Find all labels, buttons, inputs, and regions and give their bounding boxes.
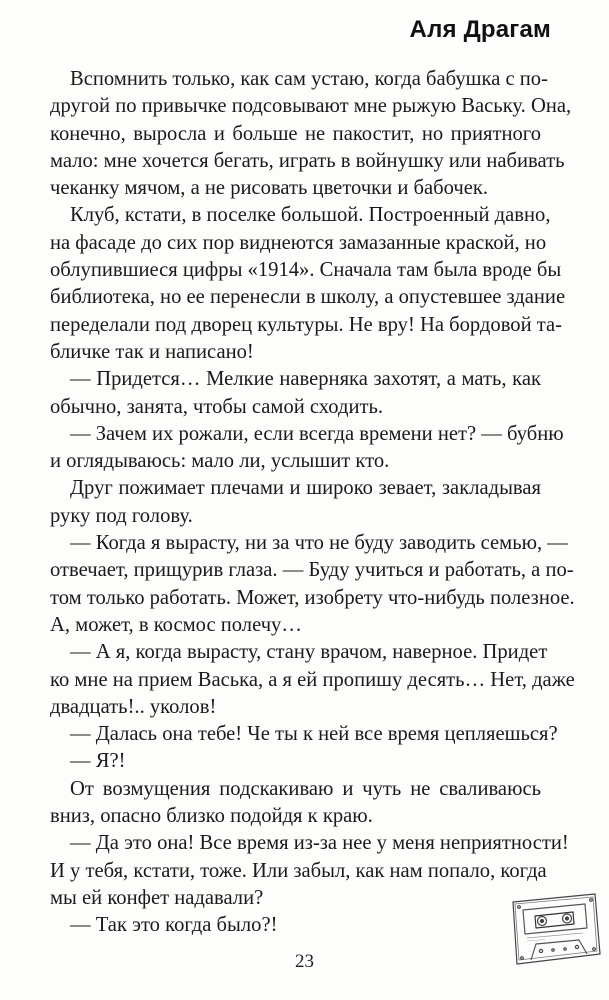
text-line: Клуб, кстати, в поселке большой. Построенный давно,	[70, 204, 551, 227]
text-line: бличке так и написано!	[50, 340, 254, 363]
text-line: отвечает, прищурив глаза. — Буду учиться и работать, а по-	[50, 559, 574, 582]
text-line: — Так это когда было?!	[70, 914, 278, 937]
text-line: том только работать. Может, изобрету что-нибудь полезное.	[50, 586, 575, 609]
text-line: — Далась она тебе! Че ты к ней все время цепляешься?	[70, 723, 558, 746]
text-line: переделали под дворец культуры. Не вру! На бордовой та-	[50, 313, 562, 336]
text-line: Друг пожимает плечами и широко зевает, закладывая	[70, 477, 541, 500]
text-line: библиотека, но ее перенесли в школу, а опустевшее здание	[50, 286, 566, 309]
page-number: 23	[295, 951, 314, 972]
text-line: — Да это она! Все время из-за нее у меня неприятности!	[70, 832, 569, 855]
text-line: — Я?!	[70, 750, 126, 773]
text-line: вниз, опасно близко подойдя к краю.	[50, 805, 373, 828]
text-line: на фасаде до сих пор виднеются замазанные краской, но	[50, 231, 547, 254]
text-line: и оглядываюсь: мало ли, услышит кто.	[50, 450, 390, 473]
text-line: Вспомнить только, как сам устаю, когда бабушка с по-	[70, 68, 548, 90]
text-line: — Придется… Мелкие наверняка захотят, а мать, как	[70, 368, 541, 391]
body-text	[50, 66, 575, 940]
text-line: чеканку мячом, а не рисовать цветочки и бабочек.	[50, 177, 489, 200]
text-line: руку под голову.	[50, 504, 193, 527]
text-line: обычно, занята, чтобы самой сходить.	[50, 395, 384, 418]
text-line: — Когда я вырасту, ни за что не буду заводить семью, —	[70, 532, 568, 555]
text-line: — А я, когда вырасту, стану врачом, наверное. Придет	[70, 641, 548, 664]
text-line: мало: мне хочется бегать, играть в войнушку или набивать	[50, 149, 565, 172]
cassette-tape-icon	[505, 888, 603, 970]
text-line: ко мне на прием Васька, а я ей пропишу десять… Нет, даже	[50, 668, 575, 691]
text-line: И у тебя, кстати, тоже. Или забыл, как нам попало, когда	[50, 859, 547, 882]
running-header-author: Аля Драгам	[409, 16, 551, 43]
text-line: мы ей конфет надавали?	[50, 886, 264, 909]
text-line: двадцать!.. уколов!	[50, 695, 217, 718]
paragraph-text	[50, 66, 575, 940]
text-line: конечно, выросла и больше не пакостит, но приятного	[50, 122, 541, 145]
text-line: — Зачем их рожали, если всегда времени нет? — бубню	[70, 422, 564, 445]
text-line: От возмущения подскакиваю и чуть не сваливаюсь	[70, 777, 541, 800]
text-line: А, может, в космос полечу…	[50, 613, 302, 636]
text-line: другой по привычке подсовывают мне рыжую Ваську. Она,	[50, 95, 572, 118]
text-line: облупившиеся цифры «1914». Сначала там была вроде бы	[50, 259, 562, 282]
